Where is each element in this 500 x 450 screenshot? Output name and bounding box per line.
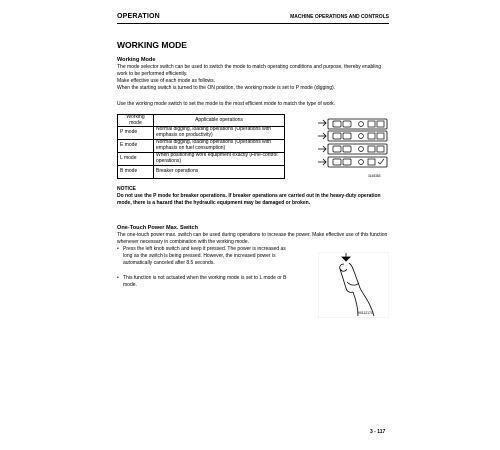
knob-switch-illustration (318, 252, 389, 318)
bullet-icon: • (117, 275, 119, 281)
page-title: WORKING MODE (117, 40, 187, 50)
working-mode-para2: Make effective use of each mode as follows. (117, 78, 216, 84)
working-mode-para4: Use the working mode switch to set the mode to the most efficient mode to match the type of work. (117, 101, 336, 107)
bullet-text: Press the left knob switch and keep it pressed. The power is increased as long as the switch is being pressed. However, the increased power is automatically canceled after 8.5 seconds. (123, 246, 286, 266)
table-cell-mode: E mode (118, 140, 154, 153)
notice-heading: NOTICE (117, 186, 136, 192)
table-row (118, 153, 285, 166)
list-item (117, 275, 292, 289)
power-max-bullets (117, 275, 292, 289)
table-row (118, 166, 285, 179)
arrow-icon (318, 120, 326, 126)
bullet-text: This function is not actuated when the working mode is set to L mode or B mode. (123, 275, 287, 288)
table-cell-operations: When positioning work equipment exactly (Fine-control operations) (154, 153, 285, 166)
table-cell-mode: B mode (118, 166, 154, 179)
table-row (118, 140, 285, 153)
arrow-icon (342, 257, 350, 261)
power-max-para: The one-touch power max. switch can be used during operations to increase the power. Make effective use of this function whenever necessary in combination with the working mode. (117, 232, 388, 245)
arrow-icon (318, 133, 326, 139)
knob-figure-code: 9011217G (358, 311, 374, 315)
table-header-row (118, 115, 285, 127)
working-mode-para1: The mode selector switch can be used to switch the mode to match operating conditions and purpose, thereby enabling work to be performed efficiently. (117, 64, 382, 77)
arrow-icon (318, 159, 326, 165)
table-header-mode: Working mode (118, 115, 154, 127)
arrow-icon (318, 146, 326, 152)
page-number: 3 - 117 (370, 429, 386, 435)
working-mode-table (117, 114, 285, 179)
table-cell-mode: L mode (118, 153, 154, 166)
power-max-heading: One-Touch Power Max. Switch (117, 225, 199, 231)
table-cell-operations: Normal digging, loading operations (Operations with emphasis on productivity) (154, 127, 285, 140)
header-chapter-title: MACHINE OPERATIONS AND CONTROLS (290, 14, 389, 20)
table-cell-operations: Breaker operations (154, 166, 285, 179)
table-header-operations: Applicable operations (154, 115, 285, 127)
notice-text: Do not use the P mode for breaker operations. If breaker operations are carried out in the heavy-duty operation mode, there is a hazard that the hydraulic equipment may be damaged or broken. (117, 193, 381, 206)
working-mode-heading: Working Mode (117, 57, 156, 63)
bullet-icon: • (117, 246, 119, 252)
power-max-bullets (117, 246, 292, 266)
list-item (117, 246, 292, 266)
header-section-title: OPERATION (117, 13, 160, 20)
table-row (118, 127, 285, 140)
mode-switch-panel-illustration (316, 118, 389, 180)
working-mode-para3: When the starting switch is turned to the ON position, the working mode is set to P mode (digging). (117, 85, 336, 91)
table-cell-operations: Normal digging, loading operations (Operations with emphasis on fuel consumption) (154, 140, 285, 153)
table-cell-mode: P mode (118, 127, 154, 140)
header-rule (117, 23, 389, 24)
panel-figure-code: 3148383 (368, 174, 381, 178)
